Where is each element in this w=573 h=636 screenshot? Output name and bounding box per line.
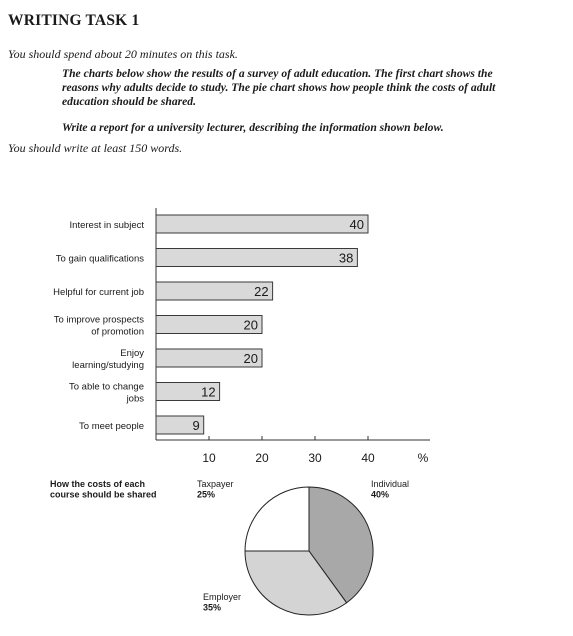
pie-slice-taxpayer: [245, 487, 309, 551]
bar-value-label: 38: [338, 250, 354, 266]
reasons-bar-chart: [53, 208, 430, 465]
pie-slice-value: 40%: [371, 489, 390, 500]
x-tick-label: 20: [255, 451, 269, 465]
category-label: To meet people: [79, 421, 144, 432]
bar-value-label: 12: [201, 384, 216, 400]
x-tick-label: 40: [361, 451, 375, 465]
x-tick-label: 30: [308, 451, 322, 465]
report-instruction: Write a report for a university lecturer, describing the information shown below.: [62, 121, 444, 134]
bar-value-label: 22: [254, 284, 269, 299]
cost-sharing-pie-chart: [50, 479, 409, 615]
x-unit-label: %: [417, 451, 429, 465]
task-title: WRITING TASK 1: [8, 12, 140, 29]
pie-title: course should be shared: [50, 489, 157, 500]
category-label: Interest in subject: [69, 220, 144, 231]
pie-slice-value: 35%: [203, 602, 222, 613]
pie-slice-value: 25%: [197, 489, 216, 500]
bar-value-label: 9: [192, 418, 200, 433]
category-label: To improve prospects: [53, 314, 144, 326]
bar-value-label: 20: [243, 351, 258, 366]
category-label: of promotion: [91, 326, 144, 338]
bar-value-label: 40: [349, 217, 364, 232]
bar-0: [156, 215, 368, 233]
word-count-note: You should write at least 150 words.: [8, 141, 183, 155]
time-note: You should spend about 20 minutes on this task.: [8, 47, 238, 61]
category-label: Helpful for current job: [53, 287, 144, 298]
category-label: learning/studying: [72, 360, 144, 371]
pie-slice-label: Employer: [203, 592, 242, 602]
category-label: jobs: [126, 393, 144, 405]
bar-value-label: 20: [243, 317, 258, 333]
category-label: To gain qualifications: [55, 253, 144, 265]
category-label: Enjoy: [120, 348, 144, 359]
pie-slice-label: Taxpayer: [197, 479, 234, 489]
task-instructions: The charts below show the results of a survey of adult education. The first chart shows the reasons why adults decide to study. The pie chart shows how people think the costs of adult education should be shared.: [62, 67, 496, 108]
category-label: To able to change: [68, 381, 144, 393]
bar-1: [156, 249, 357, 267]
x-tick-label: 10: [202, 451, 216, 465]
pie-slice-label: Individual: [371, 479, 410, 489]
pie-title: How the costs of each: [50, 479, 146, 489]
